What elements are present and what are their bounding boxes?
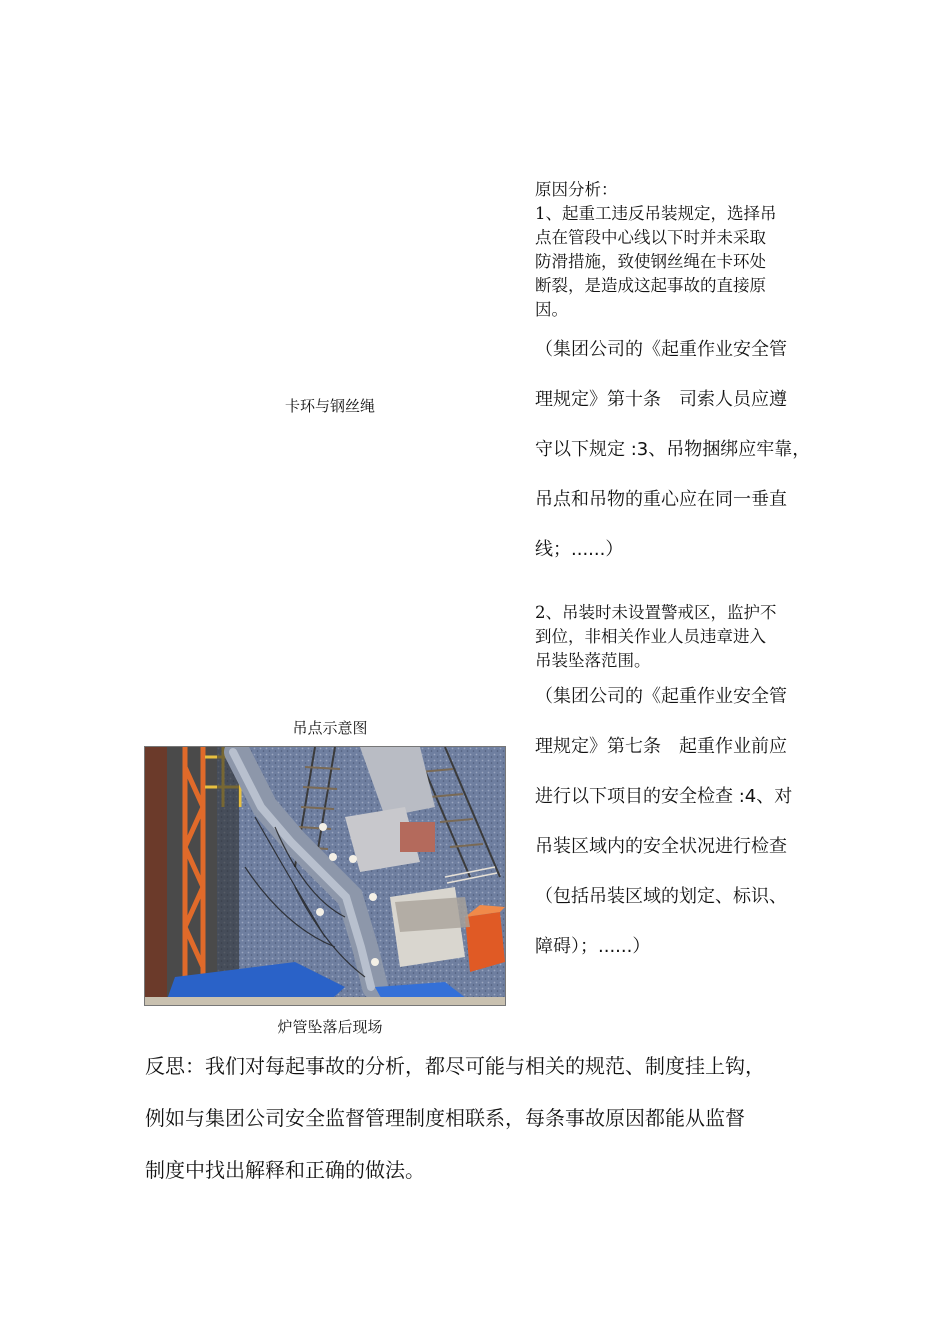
reflection-line: 反思：我们对每起事故的分析，都尽可能与相关的规范、制度挂上钩， <box>145 1054 765 1078</box>
rule-quote-1 <box>535 325 825 575</box>
caption-scene: 炉管坠落后现场 <box>277 1018 383 1036</box>
rule-quote-2 <box>535 672 825 972</box>
rule2-line: （集团公司的《起重作业安全管 <box>535 686 787 707</box>
cause-analysis-1 <box>535 178 825 322</box>
accident-scene-photo <box>144 746 506 1006</box>
cause-analysis-2 <box>535 601 825 673</box>
caption-shackle: 卡环与钢丝绳 <box>284 397 375 415</box>
rule1-line: 吊点和吊物的重心应在同一垂直 <box>535 489 787 510</box>
cause2-line: 到位，非相关作业人员违章进入 <box>535 627 766 646</box>
cause1-line: 断裂，是造成这起事故的直接原 <box>535 276 766 295</box>
rule2-line: 障碍）；......） <box>535 936 651 957</box>
rule2-line: 进行以下项目的安全检查 :4、对 <box>535 786 793 807</box>
caption-lift-point: 吊点示意图 <box>292 719 368 737</box>
cause1-line: 因。 <box>535 300 568 319</box>
cause1-line: 点在管段中心线以下时并未采取 <box>535 228 766 247</box>
cause1-line: 防滑措施，致使钢丝绳在卡环处 <box>535 252 766 271</box>
rule1-line: 理规定》第十条 司索人员应遵 <box>535 389 787 410</box>
cause1-line: 1、起重工违反吊装规定，选择吊 <box>535 204 777 223</box>
rule2-line: 吊装区域内的安全状况进行检查 <box>535 836 787 857</box>
rule1-line: 线；......） <box>535 539 624 560</box>
reflection-paragraph <box>145 1040 825 1196</box>
rule2-line: 理规定》第七条 起重作业前应 <box>535 736 787 757</box>
cause2-line: 2、吊装时未设置警戒区，监护不 <box>535 603 777 622</box>
rule2-line: （包括吊装区域的划定、标识、 <box>535 886 787 907</box>
analysis-heading: 原因分析： <box>535 180 618 199</box>
cause2-line: 吊装坠落范围。 <box>535 651 651 670</box>
reflection-line: 例如与集团公司安全监督管理制度相联系，每条事故原因都能从监督 <box>145 1106 745 1130</box>
rule1-line: 守以下规定 :3、吊物捆绑应牢靠， <box>535 439 811 460</box>
reflection-line: 制度中找出解释和正确的做法。 <box>145 1158 425 1182</box>
rule1-line: （集团公司的《起重作业安全管 <box>535 339 787 360</box>
